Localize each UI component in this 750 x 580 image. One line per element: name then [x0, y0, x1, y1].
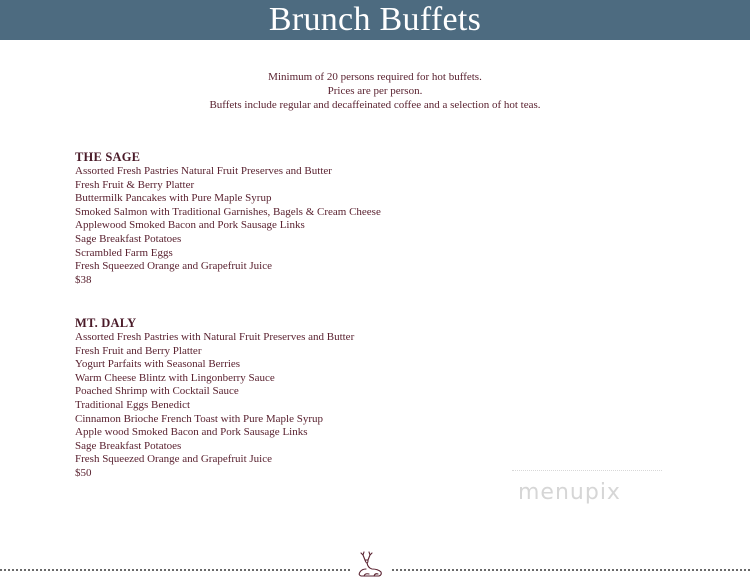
menu-item: Cinnamon Brioche French Toast with Pure Maple Syrup — [75, 412, 324, 425]
header-bar — [0, 0, 750, 40]
menu-item: Apple wood Smoked Bacon and Pork Sausage Links — [75, 426, 308, 439]
menu-item: Smoked Salmon with Traditional Garnishes, Bagels & Cream Cheese — [75, 205, 381, 218]
menu-item: Applewood Smoked Bacon and Pork Sausage Links — [75, 219, 305, 232]
menu-price: $38 — [75, 273, 92, 286]
buffet-notes — [0, 70, 750, 112]
menu-item: Traditional Eggs Benedict — [75, 398, 191, 411]
watermark — [512, 470, 662, 518]
menu-section-the-sage — [75, 150, 381, 287]
note-beverages: Buffets include regular and decaffeinated coffee and a selection of hot teas. — [209, 99, 541, 111]
note-minimum: Minimum of 20 persons required for hot buffets. — [268, 71, 482, 83]
menu-item: Sage Breakfast Potatoes — [75, 439, 182, 452]
section-title: MT. DALY — [75, 316, 137, 330]
menu-item: Assorted Fresh Pastries with Natural Fruit Preserves and Butter — [75, 331, 355, 343]
deer-logo-icon — [350, 550, 390, 580]
menu-item: Sage Breakfast Potatoes — [75, 232, 182, 245]
menu-item: Yogurt Parfaits with Seasonal Berries — [75, 358, 241, 371]
section-title: THE SAGE — [75, 150, 141, 164]
menu-item: Buttermilk Pancakes with Pure Maple Syrup — [75, 192, 272, 205]
watermark-text: menupix — [518, 480, 621, 505]
menu-item: Assorted Fresh Pastries Natural Fruit Preserves and Butter — [75, 165, 332, 177]
menu-item: Fresh Squeezed Orange and Grapefruit Juice — [75, 453, 273, 466]
menu-price: $50 — [75, 466, 92, 479]
menu-item: Fresh Fruit and Berry Platter — [75, 344, 202, 357]
menu-item: Poached Shrimp with Cocktail Sauce — [75, 385, 239, 398]
note-pricing: Prices are per person. — [327, 85, 423, 97]
page-title: Brunch Buffets — [268, 1, 482, 38]
menu-item: Warm Cheese Blintz with Lingonberry Sauce — [75, 371, 275, 384]
menu-item: Fresh Squeezed Orange and Grapefruit Juice — [75, 260, 273, 273]
menu-item: Fresh Fruit & Berry Platter — [75, 178, 195, 191]
watermark-divider — [512, 470, 662, 472]
menu-item: Scrambled Farm Eggs — [75, 246, 173, 259]
menu-section-mt-daly — [75, 316, 354, 481]
